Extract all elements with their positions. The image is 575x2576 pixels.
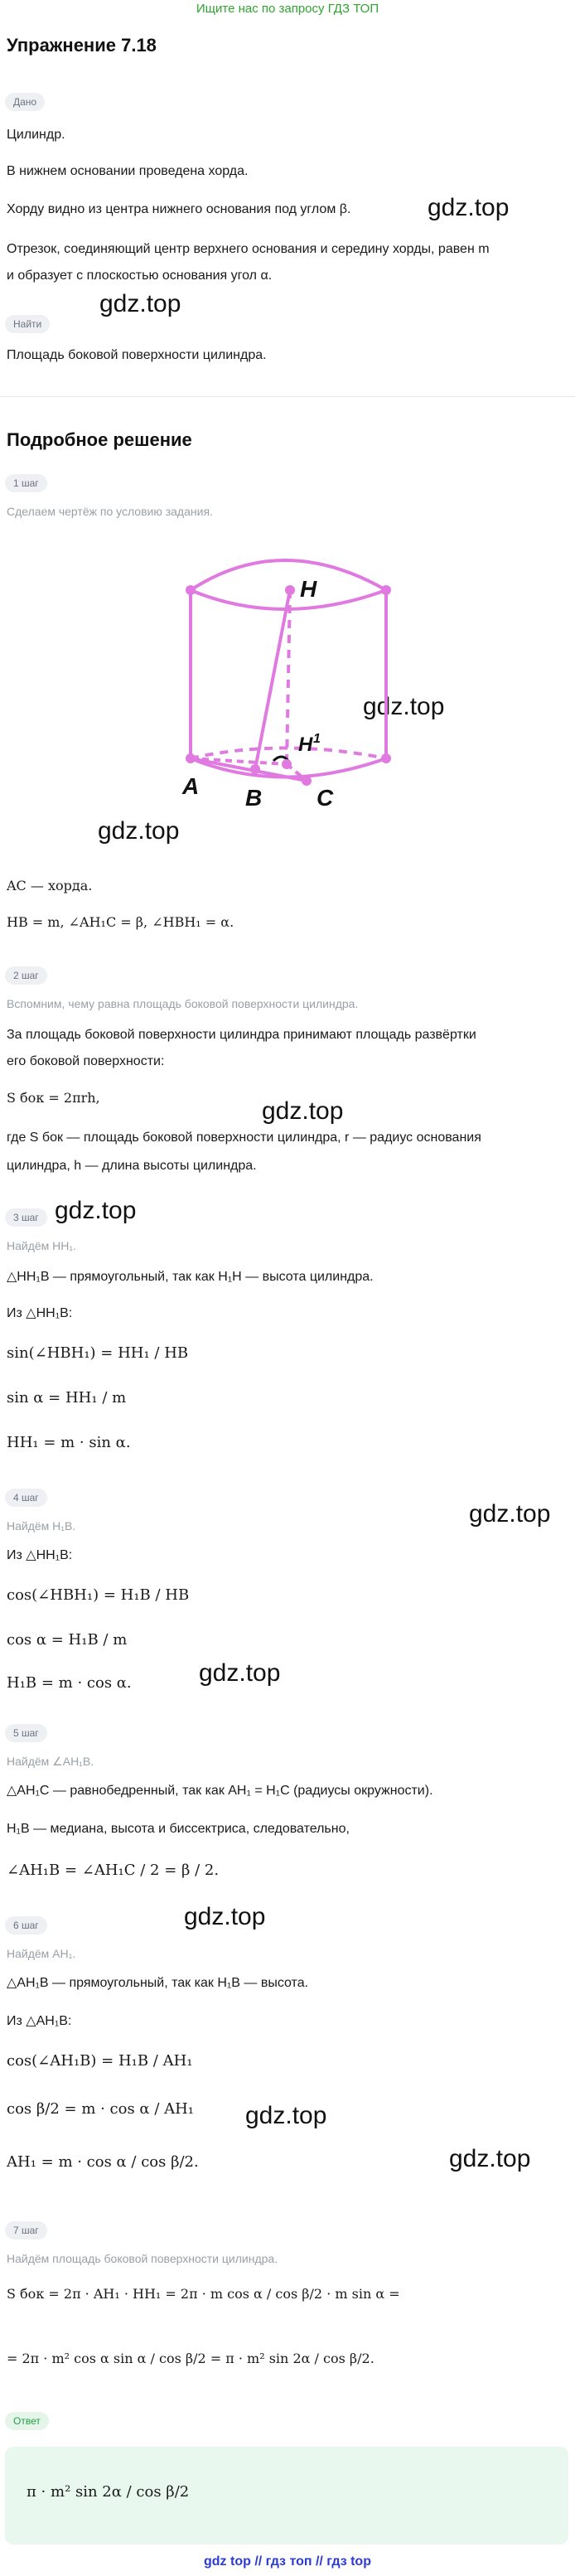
footer-links[interactable]: gdz top // гдз топ // гдз top <box>204 2554 371 2569</box>
point-c <box>302 776 312 786</box>
step-2-text-1: За площадь боковой поверхности цилиндра принимают площадь развёртки <box>7 1028 476 1042</box>
point-h <box>285 585 295 595</box>
step-3-text-1: △HH₁B — прямоугольный, так как H₁H — высота цилиндра. <box>7 1270 374 1284</box>
watermark: gdz.top <box>98 817 180 845</box>
label-a: A <box>182 773 200 799</box>
step-4-formula-2: cos α = H₁B / m <box>7 1631 128 1649</box>
label-h: H <box>300 576 317 602</box>
watermark: gdz.top <box>199 1659 281 1687</box>
watermark: gdz.top <box>262 1097 344 1125</box>
step-4-text-1: Из △HH₁B: <box>7 1548 73 1562</box>
step-5-text-2: H₁B — медиана, высота и биссектриса, следовательно, <box>7 1822 350 1836</box>
step-3-hint: Найдём HH₁. <box>7 1239 77 1252</box>
step-2-where-2: цилиндра, h — длина высоты цилиндра. <box>7 1159 257 1173</box>
step-3-formula-2: sin α = HH₁ / m <box>7 1389 127 1407</box>
cylinder-figure <box>166 547 414 821</box>
step-6-formula-3: AH₁ = m · cos α / cos β/2. <box>7 2153 199 2171</box>
step-1-badge: 1 шаг <box>5 474 47 492</box>
step-2-badge: 2 шаг <box>5 966 47 985</box>
point-bottom-right <box>381 753 391 763</box>
search-banner-link[interactable]: Ищите нас по запросу ГДЗ ТОП <box>196 2 379 16</box>
watermark: gdz.top <box>245 2102 327 2129</box>
step-7-formula-2: = 2π · m² cos α sin α / cos β/2 = π · m² sin 2α / cos β/2. <box>7 2351 374 2366</box>
step-6-text-1: △AH₁B — прямоугольный, так как H₁B — высота. <box>7 1976 309 1990</box>
step-5-formula-1: ∠AH₁B = ∠AH₁C / 2 = β / 2. <box>7 1862 220 1879</box>
watermark: gdz.top <box>184 1903 266 1930</box>
label-h1-sub: 1 <box>313 732 321 746</box>
section-divider <box>0 396 575 397</box>
step-2-where-1: где S бок — площадь боковой поверхности цилиндра, r — радиус основания <box>7 1131 481 1145</box>
given-line-1: Цилиндр. <box>7 128 65 142</box>
step-5-badge: 5 шаг <box>5 1724 47 1742</box>
step-6-badge: 6 шаг <box>5 1916 47 1934</box>
point-b <box>250 764 260 774</box>
step-4-formula-3: H₁B = m · cos α. <box>7 1674 132 1692</box>
step-1-hint: Сделаем чертёж по условию задания. <box>7 505 213 518</box>
point-a <box>186 753 196 763</box>
point-top-right <box>381 585 391 595</box>
given-line-5: и образует с плоскостью основания угол α. <box>7 269 273 283</box>
watermark: gdz.top <box>449 2145 531 2172</box>
given-line-2: В нижнем основании проведена хорда. <box>7 164 249 178</box>
solution-title: Подробное решение <box>7 429 192 450</box>
given-line-4: Отрезок, соединяющий центр верхнего основания и середину хорды, равен m <box>7 242 490 256</box>
answer-formula: π · m² sin 2α / cos β/2 <box>27 2483 190 2501</box>
segment-hb <box>255 590 290 769</box>
find-badge: Найти <box>5 315 50 333</box>
point-top-left <box>186 585 196 595</box>
step-4-badge: 4 шаг <box>5 1489 47 1507</box>
step-3-text-2: Из △HH₁B: <box>7 1306 73 1320</box>
answer-badge: Ответ <box>5 2412 49 2430</box>
step-2-hint: Вспомним, чему равна площадь боковой поверхности цилиндра. <box>7 997 359 1010</box>
label-h1: H <box>298 734 313 756</box>
watermark: gdz.top <box>55 1197 137 1224</box>
step-5-text-1: △AH₁C — равнобедренный, так как AH₁ = H₁C (радиусы окружности). <box>7 1784 433 1798</box>
answer-box <box>5 2447 568 2545</box>
watermark: gdz.top <box>428 194 510 221</box>
point-h1 <box>282 759 292 769</box>
label-b: B <box>245 785 263 811</box>
step-6-hint: Найдём AH₁. <box>7 1947 76 1960</box>
watermark: gdz.top <box>99 290 181 317</box>
step-2-text-2: его боковой поверхности: <box>7 1054 165 1068</box>
step-3-badge: 3 шаг <box>5 1208 47 1227</box>
step-4-hint: Найдём H₁B. <box>7 1519 76 1533</box>
step-7-formula-1: S бок = 2π · AH₁ · HH₁ = 2π · m cos α / cos β/2 · m sin α = <box>7 2286 400 2302</box>
step-1-chord: AC — хорда. <box>7 878 93 893</box>
step-4-formula-1: cos(∠HBH₁) = H₁B / HB <box>7 1586 190 1604</box>
step-1-relations: HB = m, ∠AH₁C = β, ∠HBH₁ = α. <box>7 914 234 930</box>
watermark: gdz.top <box>363 693 445 720</box>
given-badge: Дано <box>5 93 45 111</box>
exercise-title: Упражнение 7.18 <box>7 35 157 56</box>
step-2-formula: S бок = 2πrh, <box>7 1090 100 1106</box>
step-6-formula-1: cos(∠AH₁B) = H₁B / AH₁ <box>7 2052 193 2070</box>
find-text: Площадь боковой поверхности цилиндра. <box>7 348 267 362</box>
cylinder-height <box>287 590 290 764</box>
step-7-badge: 7 шаг <box>5 2221 47 2239</box>
label-c: C <box>316 785 334 811</box>
step-3-formula-1: sin(∠HBH₁) = HH₁ / HB <box>7 1344 189 1362</box>
step-7-hint: Найдём площадь боковой поверхности цилиндра. <box>7 2252 278 2265</box>
given-line-3: Хорду видно из центра нижнего основания под углом β. <box>7 202 351 216</box>
watermark: gdz.top <box>469 1500 551 1528</box>
step-3-formula-3: HH₁ = m · sin α. <box>7 1434 131 1451</box>
step-6-formula-2: cos β/2 = m · cos α / AH₁ <box>7 2100 195 2118</box>
step-5-hint: Найдём ∠AH₁B. <box>7 1755 94 1768</box>
step-6-text-2: Из △AH₁B: <box>7 2014 72 2028</box>
